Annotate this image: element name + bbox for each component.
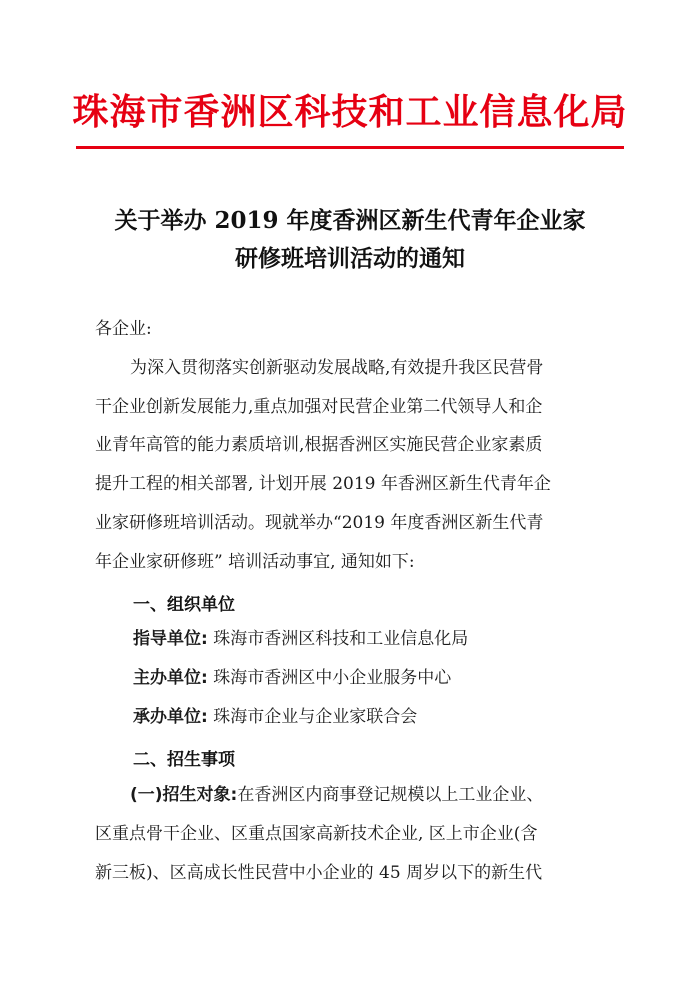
org-row-value: 珠海市香洲区科技和工业信息化局 [213, 629, 469, 649]
enrollment-target-line-3: 新三板)、区高成长性民营中小企业的 45 周岁以下的新生代 [95, 863, 543, 883]
org-row-label: 主办单位: [133, 668, 208, 688]
document-title-line-1: 关于举办 2019 年度香洲区新生代青年企业家 [114, 207, 586, 234]
enrollment-target-line-1 [130, 784, 543, 806]
enrollment-target-line-2: 区重点骨干企业、区重点国家高新技术企业, 区上市企业(含 [95, 824, 538, 844]
salutation: 各企业: [95, 319, 152, 339]
intro-line-1: 为深入贯彻落实创新驱动发展战略,有效提升我区民营骨 [130, 358, 544, 378]
document-title-line-2: 研修班培训活动的通知 [235, 245, 465, 272]
org-row-value: 珠海市香洲区中小企业服务中心 [213, 668, 452, 688]
org-row-label: 指导单位: [133, 629, 208, 649]
intro-line-6: 年企业家研修班” 培训活动事宜, 通知如下: [95, 552, 415, 572]
org-row-host [133, 667, 451, 689]
intro-line-4: 提升工程的相关部署, 计划开展 2019 年香洲区新生代青年企 [95, 474, 551, 494]
section-1-heading: 一、组织单位 [133, 595, 235, 615]
org-row-label: 承办单位: [133, 707, 208, 727]
letterhead-org-name: 珠海市香洲区科技和工业信息化局 [72, 92, 628, 133]
org-row-organizer [133, 706, 417, 728]
letterhead-red-rule [76, 146, 624, 149]
intro-line-2: 干企业创新发展能力,重点加强对民营企业第二代领导人和企 [95, 397, 543, 417]
org-row-value: 珠海市企业与企业家联合会 [213, 707, 418, 727]
org-row-guidance [133, 628, 468, 650]
enrollment-target-text: 在香洲区内商事登记规模以上工业企业、 [237, 785, 544, 805]
intro-line-3: 业青年高管的能力素质培训,根据香洲区实施民营企业家素质 [95, 435, 543, 455]
section-2-heading: 二、招生事项 [133, 750, 235, 770]
enrollment-target-label: (一)招生对象: [130, 785, 238, 805]
intro-line-5: 业家研修班培训活动。现就举办“2019 年度香洲区新生代青 [95, 513, 544, 533]
